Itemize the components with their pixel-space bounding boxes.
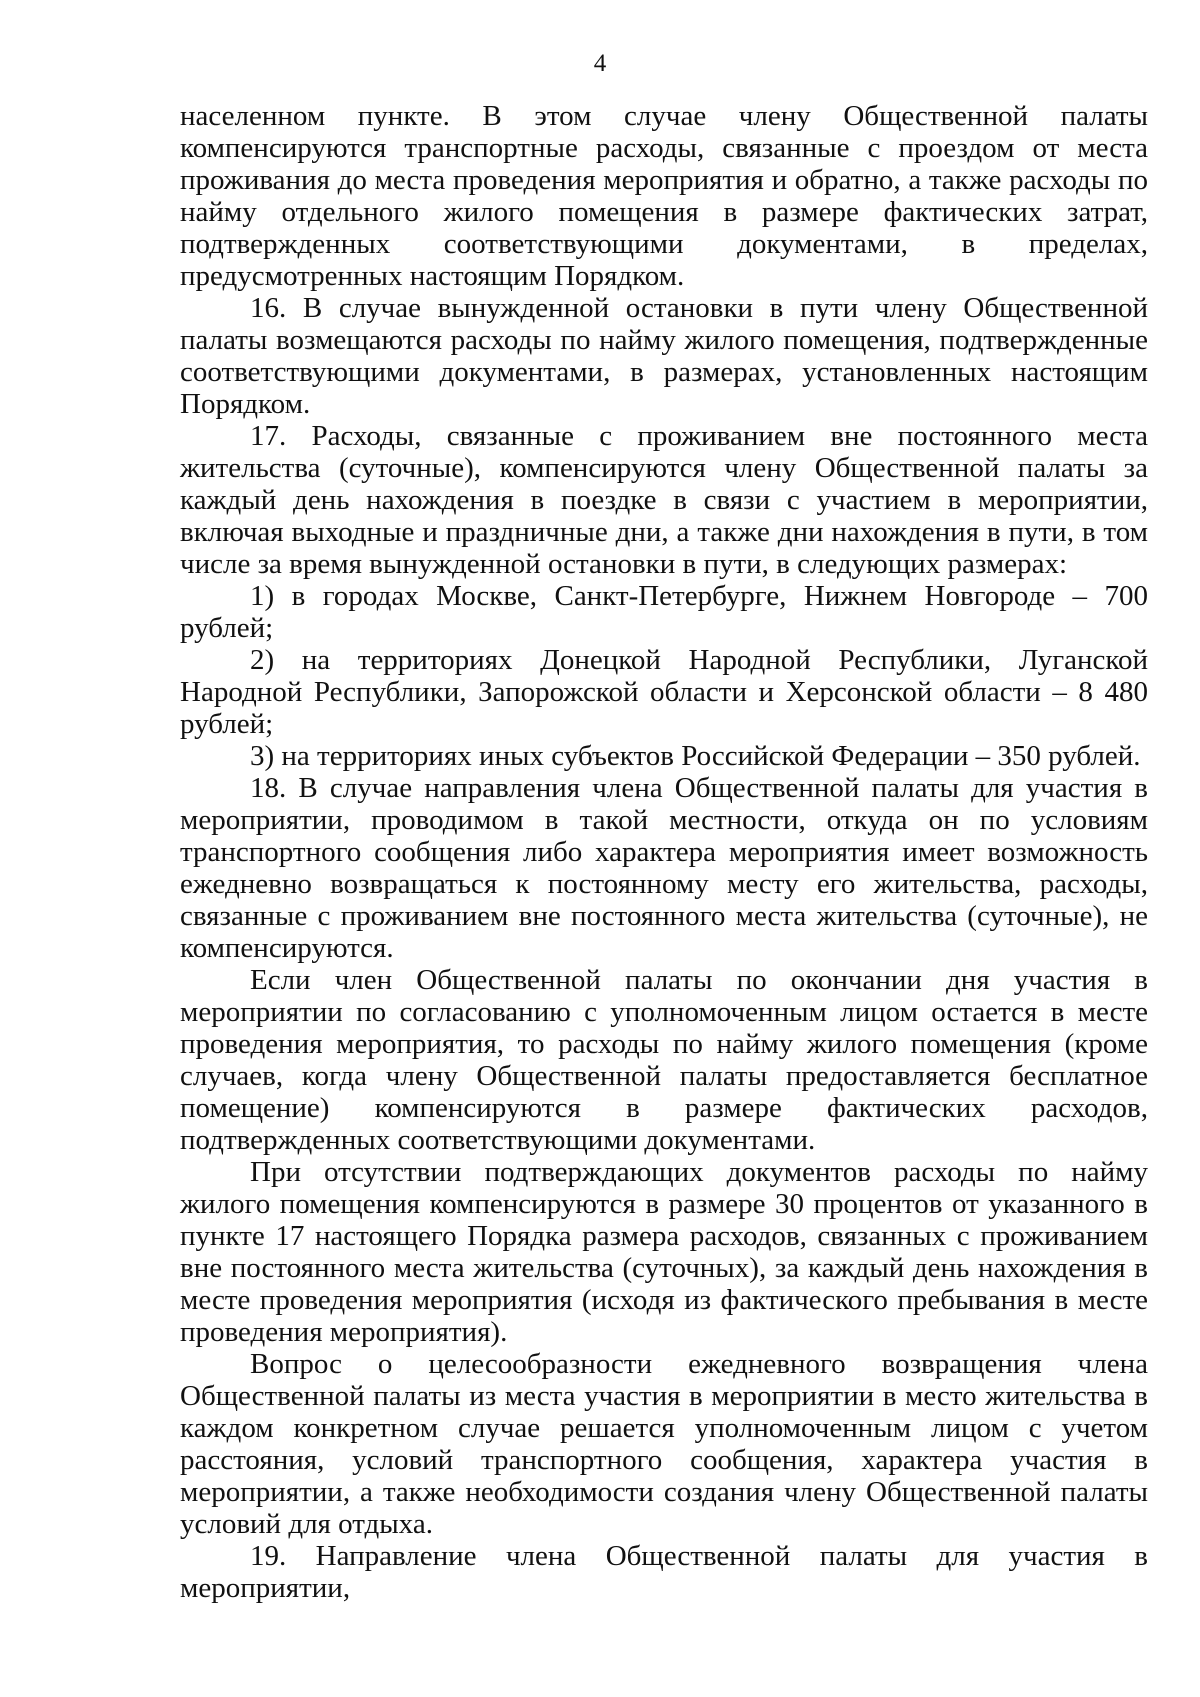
paragraph-18-no-documents: При отсутствии подтверждающих документов расходы по найму жилого помещения компенсируются в размере 30 процентов от указанного в пункте 17 настоящего Порядка размера расходов, связанных с проживанием вне постоянного места жительства (суточных), за каждый день нахождения в месте проведения мероприятия (исходя из фактического пребывания в месте проведения мероприятия). xyxy=(180,1156,1148,1348)
paragraph-18: 18. В случае направления члена Общественной палаты для участия в мероприятии, проводимом в такой местности, откуда он по условиям транспортного сообщения либо характера мероприятия имеет возможность ежедневно возвращаться к постоянному месту его жительства, расходы, связанные с проживанием вне постоянного места жительства (суточные), не компенсируются. xyxy=(180,772,1148,964)
paragraph-continuation: населенном пункте. В этом случае члену Общественной палаты компенсируются транспортные расходы, связанные с проездом от места проживания до места проведения мероприятия и обратно, а также расходы по найму отдельного жилого помещения в размере фактических затрат, подтвержденных соответствующими документами, в пределах, предусмотренных настоящим Порядком. xyxy=(180,100,1148,292)
page-number: 4 xyxy=(593,50,607,77)
paragraph-19: 19. Направление члена Общественной палаты для участия в мероприятии, xyxy=(180,1540,1148,1604)
list-item-2: 2) на территориях Донецкой Народной Республики, Луганской Народной Республики, Запорожской области и Херсонской области – 8 480 рублей; xyxy=(180,644,1148,740)
paragraph-18-housing: Если член Общественной палаты по окончании дня участия в мероприятии по согласованию с уполномоченным лицом остается в месте проведения мероприятия, то расходы по найму жилого помещения (кроме случаев, когда члену Общественной палаты предоставляется бесплатное помещение) компенсируются в размере фактических расходов, подтвержденных соответствующими документами. xyxy=(180,964,1148,1156)
paragraph-18-daily-return: Вопрос о целесообразности ежедневного возвращения члена Общественной палаты из места участия в мероприятии в место жительства в каждом конкретном случае решается уполномоченным лицом с учетом расстояния, условий транспортного сообщения, характера участия в мероприятии, а также необходимости создания члену Общественной палаты условий для отдыха. xyxy=(180,1348,1148,1540)
list-item-1: 1) в городах Москве, Санкт-Петербурге, Нижнем Новгороде – 700 рублей; xyxy=(180,580,1148,644)
list-item-3: 3) на территориях иных субъектов Российской Федерации – 350 рублей. xyxy=(250,740,1141,772)
paragraph-17: 17. Расходы, связанные с проживанием вне постоянного места жительства (суточные), компенсируются члену Общественной палаты за каждый день нахождения в поездке в связи с участием в мероприятии, включая выходные и праздничные дни, а также дни нахождения в пути, в том числе за время вынужденной остановки в пути, в следующих размерах: xyxy=(180,420,1148,580)
paragraph-16: 16. В случае вынужденной остановки в пути члену Общественной палаты возмещаются расходы по найму жилого помещения, подтвержденные соответствующими документами, в размерах, установленных настоящим Порядком. xyxy=(180,292,1148,420)
document-body xyxy=(180,100,1148,1604)
